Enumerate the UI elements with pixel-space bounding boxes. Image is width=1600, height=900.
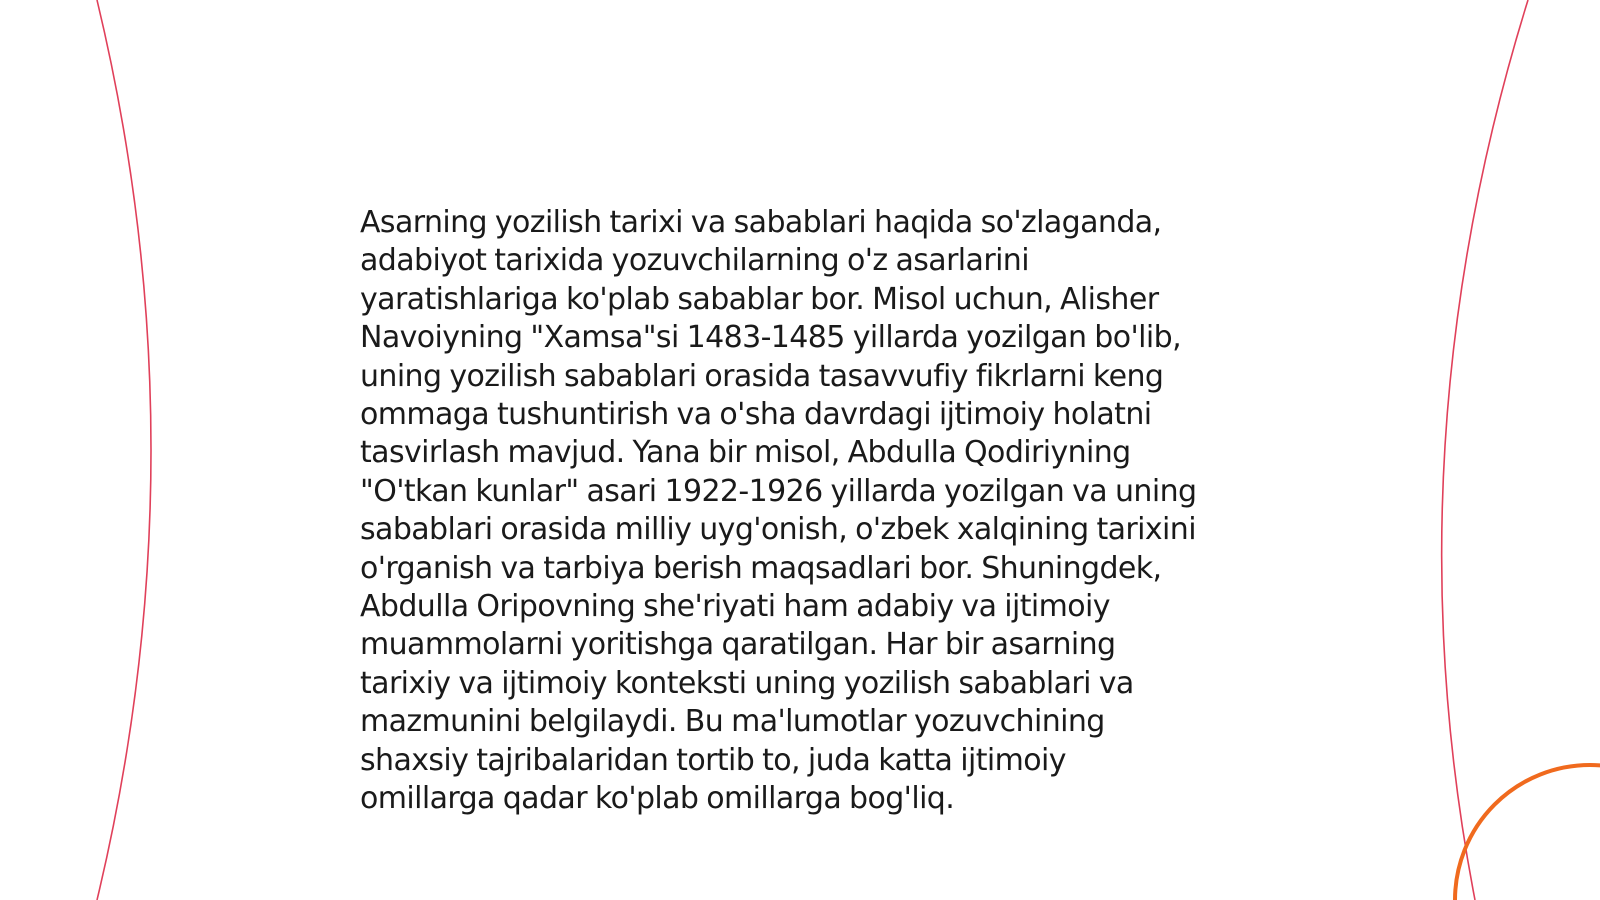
paragraph-line: adabiyot tarixida yozuvchilarning o'z asarlarini (360, 243, 1029, 279)
body-paragraph (360, 204, 1240, 819)
left-arc-decoration (97, 0, 151, 900)
paragraph-line: Navoiyning "Xamsa"si 1483-1485 yillarda yozilgan bo'lib, (360, 320, 1182, 356)
paragraph-line: muammolarni yoritishga qaratilgan. Har bir asarning (360, 627, 1116, 663)
paragraph-line: yaratishlariga ko'plab sabablar bor. Misol uchun, Alisher (360, 281, 1159, 317)
paragraph-line: Asarning yozilish tarixi va sabablari haqida so'zlaganda, (360, 205, 1162, 240)
paragraph-line: ommaga tushuntirish va o'sha davrdagi ijtimoiy holatni (360, 397, 1152, 433)
right-arc-decoration (1442, 0, 1528, 900)
paragraph-line: shaxsiy tajribalaridan tortib to, juda katta ijtimoiy (360, 742, 1066, 778)
paragraph-line: omillarga qadar ko'plab omillarga bog'liq. (360, 781, 955, 817)
paragraph-line: tasvirlash mavjud. Yana bir misol, Abdulla Qodiriyning (360, 435, 1131, 471)
orange-circle-decoration (1455, 765, 1600, 900)
paragraph-line: o'rganish va tarbiya berish maqsadlari bor. Shuningdek, (360, 550, 1162, 586)
paragraph-line: "O'tkan kunlar" asari 1922-1926 yillarda yozilgan va uning (360, 473, 1197, 509)
paragraph-line: sabablari orasida milliy uyg'onish, o'zbek xalqining tarixini (360, 512, 1196, 548)
paragraph-line: mazmunini belgilaydi. Bu ma'lumotlar yozuvchining (360, 704, 1105, 740)
paragraph-line: tarixiy va ijtimoiy konteksti uning yozilish sabablari va (360, 665, 1134, 701)
paragraph-line: uning yozilish sabablari orasida tasavvufiy fikrlarni keng (360, 358, 1164, 394)
paragraph-line: Abdulla Oripovning she'riyati ham adabiy va ijtimoiy (360, 589, 1110, 625)
